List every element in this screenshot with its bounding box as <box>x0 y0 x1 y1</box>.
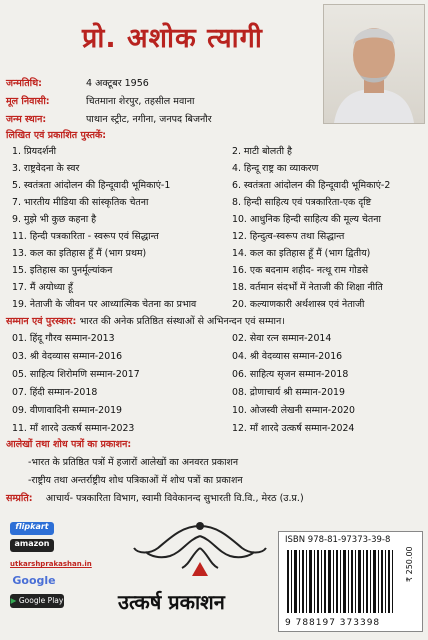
award-item: 02. सेवा रत्न सम्मान-2014 <box>232 333 332 344</box>
book-item: 18. वर्तमान संदर्भों में नेताजी की शिक्षा नीति <box>232 282 383 293</box>
book-item: 16. एक बदनाम शहीद- नत्थू राम गोडसे <box>232 265 369 276</box>
price-label: ₹ 250.00 <box>405 546 414 582</box>
website-link[interactable]: utkarshprakashan.in <box>10 560 92 568</box>
books-heading: लिखित एवं प्रकाशित पुस्तकें: <box>6 130 107 141</box>
book-item: 9. मुझे भी कुछ कहना है <box>12 214 97 225</box>
book-item: 13. कल का इतिहास हूँ मैं (भाग प्रथम) <box>12 248 147 259</box>
book-item: 17. मैं अयोध्या हूँ <box>12 282 73 293</box>
award-item: 11. माँ शारदे उत्कर्ष सम्मान-2023 <box>12 423 135 434</box>
book-item: 20. कल्याणकारी अर्थशास्त्र एवं नेताजी <box>232 299 365 310</box>
award-item: 08. द्रोणाचार्य श्री सम्मान-2019 <box>232 387 345 398</box>
awards-heading-row <box>6 314 285 327</box>
articles-heading: आलेखों तथा शोध पत्रों का प्रकाशन: <box>6 439 132 450</box>
award-item: 04. श्री वेदव्यास सम्मान-2016 <box>232 351 343 362</box>
award-item: 10. ओजस्वी लेखनी सम्मान-2020 <box>232 405 355 416</box>
native-value: चितमाना शेरपुर, तहसील मवाना <box>86 96 195 107</box>
book-item: 19. नेताजी के जीवन पर आध्यात्मिक चेतना का प्रभाव <box>12 299 197 310</box>
dob-label: जन्मतिथि: <box>6 78 42 89</box>
author-name: प्रो. अशोक त्यागी <box>82 23 263 54</box>
article-line: -राष्ट्रीय तथा अन्तर्राष्ट्रीय शोध पत्रिकाओं में शोध पत्रों का प्रकाशन <box>28 475 243 486</box>
cover-footer <box>0 514 428 640</box>
book-item: 10. आधुनिक हिन्दी साहित्य की मूल्य चेतना <box>232 214 381 225</box>
birthplace-label: जन्म स्थान: <box>6 114 47 125</box>
play-triangle-icon: ▶ <box>10 596 17 605</box>
flipkart-badge[interactable]: flipkart <box>10 522 54 535</box>
award-item: 09. वीणावादिनी सम्मान-2019 <box>12 405 123 416</box>
dob-value: 4 अक्टूबर 1956 <box>86 78 149 89</box>
author-photo <box>323 4 425 124</box>
award-item: 01. हिंदू गौरव सम्मान-2013 <box>12 333 115 344</box>
book-item: 7. भारतीय मीडिया की सांस्कृतिक चेतना <box>12 197 149 208</box>
book-item: 6. स्वतंत्रता आंदोलन की हिन्दूवादी भूमिकाएं-2 <box>232 180 391 191</box>
book-item: 15. इतिहास का पुनर्मूल्यांकन <box>12 265 113 276</box>
award-item: 06. साहित्य सृजन सम्मान-2018 <box>232 369 349 380</box>
award-item: 12. माँ शारदे उत्कर्ष सम्मान-2024 <box>232 423 355 434</box>
current-label: सम्प्रति: <box>6 493 33 504</box>
current-value: आचार्य- पत्रकारिता विभाग, स्वामी विवेकानन्द सुभारती वि.वि., मेरठ (उ.प्र.) <box>45 493 304 504</box>
amazon-badge[interactable]: amazon <box>10 539 54 552</box>
birthplace-value: पाथान स्ट्रीट, नगीना, जनपद बिजनौर <box>86 114 212 125</box>
book-item: 4. हिन्दू राष्ट्र का व्याकरण <box>232 163 319 174</box>
google-play-label: Google Play <box>18 596 64 605</box>
book-item: 2. माटी बोलती है <box>232 146 292 157</box>
awards-heading: सम्मान एवं पुरस्कार: <box>6 316 77 327</box>
ornament-icon <box>130 518 270 582</box>
award-item: 05. साहित्य शिरोमणि सम्मान-2017 <box>12 369 140 380</box>
article-line: -भारत के प्रतिष्ठित पत्रों में हजारों आलेखों का अनवरत प्रकाशन <box>28 457 239 468</box>
google-badge[interactable]: Google <box>12 574 56 587</box>
awards-intro: भारत की अनेक प्रतिष्ठित संस्थाओं से अभिनन्दन एवं सम्मान। <box>79 316 285 327</box>
book-item: 5. स्वतंत्रता आंदोलन की हिन्दूवादी भूमिकाएं-1 <box>12 180 171 191</box>
award-item: 07. हिंदी सम्मान-2018 <box>12 387 98 398</box>
barcode-digits: 9 788197 373398 <box>285 618 381 628</box>
publisher-name: उत्कर्ष प्रकाशन <box>118 590 225 614</box>
native-label: मूल निवासी: <box>6 96 50 107</box>
book-item: 11. हिन्दी पत्रकारिता - स्वरूप एवं सिद्धान्त <box>12 231 159 242</box>
book-item: 14. कल का इतिहास हूँ मैं (भाग द्वितीय) <box>232 248 371 259</box>
dob-row <box>6 76 149 89</box>
isbn-number: ISBN 978-81-97373-39-8 <box>285 535 391 545</box>
native-row <box>6 94 194 107</box>
book-item: 12. हिन्दुत्व-स्वरूप तथा सिद्धान्त <box>232 231 345 242</box>
book-item: 3. राष्ट्रवेदना के स्वर <box>12 163 80 174</box>
birthplace-row <box>6 112 212 125</box>
google-play-badge[interactable] <box>10 594 64 608</box>
author-portrait-icon <box>324 5 424 123</box>
award-item: 03. श्री वेदव्यास सम्मान-2016 <box>12 351 123 362</box>
isbn-barcode <box>278 531 423 632</box>
current-position-row <box>6 491 304 504</box>
book-item: 1. प्रियदर्शनी <box>12 146 57 157</box>
book-item: 8. हिन्दी साहित्य एवं पत्रकारिता-एक दृष्टि <box>232 197 372 208</box>
